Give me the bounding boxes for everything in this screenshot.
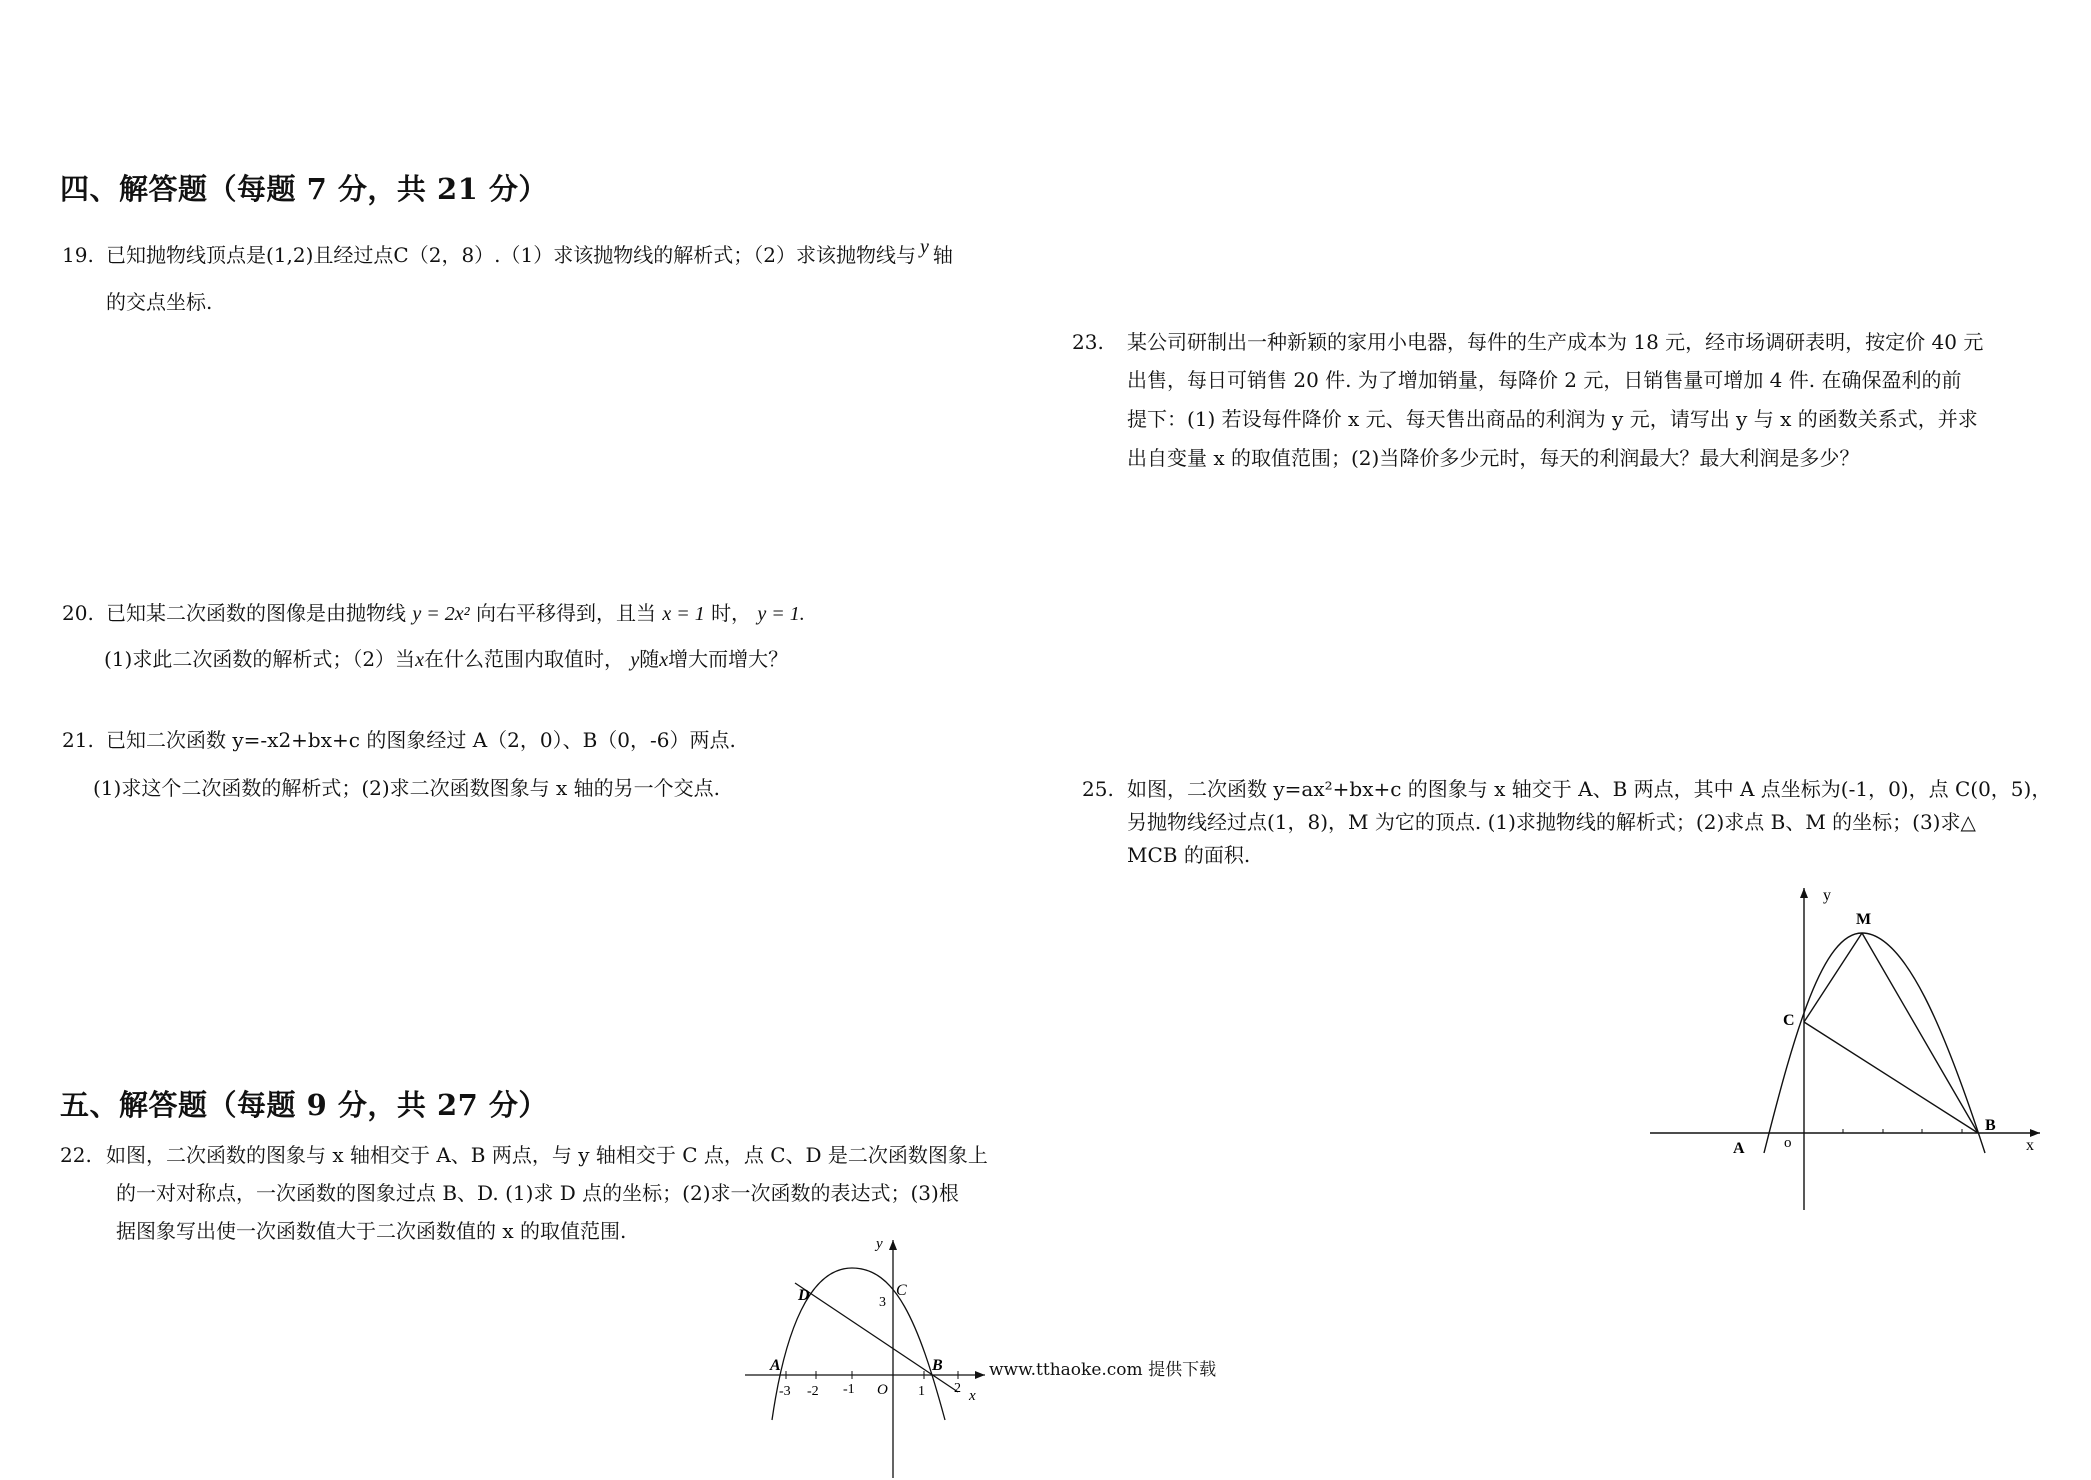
q22-label-3: 3	[879, 1295, 886, 1310]
q25-figure	[1645, 880, 2055, 1215]
q22-label-y: y	[876, 1236, 883, 1252]
q25-y-axis-arrow	[1800, 888, 1808, 898]
q25-label-c: C	[1783, 1012, 1795, 1029]
q20-equation-1: y = 2x²	[412, 603, 470, 625]
section-4-heading: 四、解答题（每题 7 分，共 21 分）	[60, 172, 548, 206]
q25-label-m: M	[1856, 911, 1872, 928]
q22-line-3: 据图象写出使一次函数值大于二次函数值的 x 的取值范围.	[116, 1219, 627, 1243]
q19-y-variable: y	[919, 236, 929, 258]
q19-line-1	[106, 236, 953, 268]
q20-number: 20.	[62, 601, 94, 625]
q19-line-2: 的交点坐标.	[106, 290, 213, 314]
q22-label-a: A	[770, 1357, 781, 1374]
q20-line-2-c: 随	[639, 647, 660, 671]
q19-line-1-text: 已知抛物线顶点是(1,2)且经过点C（2，8）.（1）求该抛物线的解析式；（2）求该抛物线与	[106, 243, 916, 267]
q20-line-1-a: 已知某二次函数的图像是由抛物线	[106, 601, 406, 625]
q22-number: 22.	[60, 1143, 92, 1167]
q20-equation-2: x = 1	[662, 603, 705, 625]
q25-label-y: y	[1823, 887, 1831, 904]
q23-line-1: 某公司研制出一种新颖的家用小电器，每件的生产成本为 18 元，经市场调研表明，按定价 40 元	[1127, 330, 1984, 354]
q22-tick-label-neg3: -3	[779, 1384, 791, 1399]
q22-label-x: x	[969, 1388, 976, 1404]
q20-line-1-c: 时，	[711, 601, 752, 625]
q22-y-axis-arrow	[889, 1240, 897, 1250]
q20-y-variable: y	[630, 649, 640, 671]
q20-line-2-b: 在什么范围内取值时，	[423, 647, 624, 671]
q22-tick-label-1: 1	[918, 1384, 925, 1399]
q20-line-2	[104, 647, 788, 672]
q23-line-2: 出售，每日可销售 20 件. 为了增加销量，每降价 2 元，日销售量可增加 4 件. 在确保盈利的前	[1127, 368, 1962, 392]
q23-line-4: 出自变量 x 的取值范围；(2)当降价多少元时，每天的利润最大？最大利润是多少？	[1127, 446, 1860, 470]
q22-x-axis-arrow	[975, 1371, 985, 1379]
watermark: www.tthaoke.com 提供下载	[989, 1360, 1217, 1380]
q20-line-2-d: 增大而增大？	[668, 647, 789, 671]
q25-parabola	[1764, 933, 1985, 1153]
q20-equation-3: y = 1.	[757, 603, 805, 625]
q25-line-2: 另抛物线经过点(1，8)，M 为它的顶点. (1)求抛物线的解析式；(2)求点 B、M 的坐标；(3)求△	[1127, 810, 1976, 834]
q20-line-1	[106, 601, 805, 626]
q23-line-3: 提下：(1) 若设每件降价 x 元、每天售出商品的利润为 y 元，请写出 y 与 x 的函数关系式，并求	[1127, 407, 1978, 431]
q25-label-o: o	[1784, 1135, 1792, 1151]
q20-x-variable: x	[415, 649, 424, 671]
q25-line-1: 如图，二次函数 y=ax²+bx+c 的图象与 x 轴交于 A、B 两点，其中 A 点坐标为(-1，0)，点 C(0，5)，	[1127, 777, 2052, 801]
q20-x-variable-2: x	[659, 649, 669, 671]
q22-figure	[740, 1235, 1000, 1480]
q19-line-1-end: 轴	[932, 243, 953, 267]
q25-segment-cm	[1804, 933, 1862, 1022]
q25-label-a: A	[1733, 1140, 1745, 1157]
q22-line-2: 的一对对称点，一次函数的图象过点 B、D. (1)求 D 点的坐标；(2)求一次函数的表达式；(3)根	[116, 1181, 959, 1205]
q25-segment-mb	[1862, 933, 1978, 1133]
q25-segment-cb	[1804, 1022, 1978, 1133]
q22-tick-label-neg1: -1	[843, 1382, 855, 1397]
q22-tick-label-2: 2	[954, 1381, 961, 1396]
q25-number: 25.	[1082, 777, 1114, 801]
q23-number: 23.	[1072, 330, 1104, 354]
q22-line-1: 如图，二次函数的图象与 x 轴相交于 A、B 两点，与 y 轴相交于 C 点，点 C、D 是二次函数图象上	[106, 1143, 988, 1167]
q25-x-axis-arrow	[2030, 1129, 2040, 1137]
q21-line-2: (1)求这个二次函数的解析式；(2)求二次函数图象与 x 轴的另一个交点.	[93, 776, 721, 800]
q22-label-b: B	[932, 1357, 943, 1374]
q22-label-d: D	[798, 1287, 810, 1304]
q22-label-o: O	[877, 1382, 888, 1398]
section-5-heading: 五、解答题（每题 9 分，共 27 分）	[60, 1088, 548, 1122]
q22-label-c: C	[896, 1282, 907, 1299]
q21-number: 21.	[62, 728, 94, 752]
q25-line-3: MCB 的面积.	[1127, 843, 1251, 867]
q21-line-1: 已知二次函数 y=-x2+bx+c 的图象经过 A（2，0）、B（0，-6）两点.	[106, 728, 736, 752]
q22-tick-label-neg2: -2	[807, 1384, 819, 1399]
q25-label-b: B	[1985, 1117, 1996, 1134]
q20-line-1-b: 向右平移得到，且当	[475, 601, 656, 625]
q25-label-x: x	[2026, 1137, 2034, 1154]
q19-number: 19.	[62, 243, 94, 267]
q20-line-2-a: (1)求此二次函数的解析式；（2）当	[104, 647, 416, 671]
